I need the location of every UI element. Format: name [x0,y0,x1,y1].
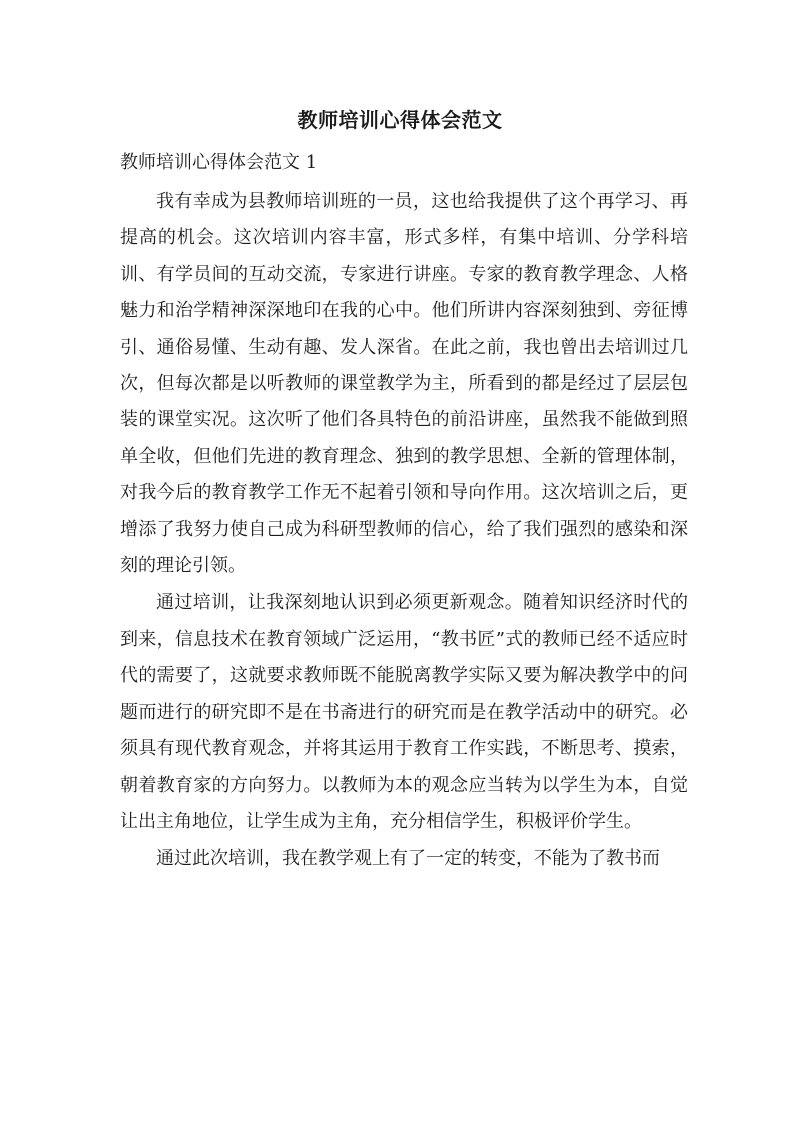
document-subtitle: 教师培训心得体会范文 1 [120,152,318,173]
document-title: 教师培训心得体会范文 [297,108,503,132]
paragraph-2: 通过培训，让我深刻地认识到必须更新观念。随着知识经济时代的到来，信息技术在教育领域广泛运用，“教书匠”式的教师已经不适应时代的需要了，这就要求教师既不能脱离教学实际又要为解决教学中的问题而进行的研究即不是在书斋进行的研究而是在教学活动中的研究。必须具有现代教育观念，并将其运用于教育工作实践，不断思考、摸索，朝着教育家的方向努力。以教师为本的观念应当转为以学生为本，自觉让出主角地位，让学生成为主角，充分相信学生，积极评价学生。 [120,592,688,832]
paragraph-1: 我有幸成为县教师培训班的一员，这也给我提供了这个再学习、再提高的机会。这次培训内容丰富，形式多样，有集中培训、分学科培训、有学员间的互动交流，专家进行讲座。专家的教育教学理念、人格魅力和治学精神深深地印在我的心中。他们所讲内容深刻独到、旁征博引、通俗易懂、生动有趣、发人深省。在此之前，我也曾出去培训过几次，但每次都是以听教师的课堂教学为主，所看到的都是经过了层层包装的课堂实况。这次听了他们各具特色的前沿讲座，虽然我不能做到照单全收，但他们先进的教育理念、独到的教学思想、全新的管理体制，对我今后的教育教学工作无不起着引领和导向作用。这次培训之后，更增添了我努力使自己成为科研型教师的信心，给了我们强烈的感染和深刻的理论引领。 [120,191,688,577]
paragraph-3: 通过此次培训，我在教学观上有了一定的转变，不能为了教书而 [156,848,660,870]
document-body [120,184,688,879]
